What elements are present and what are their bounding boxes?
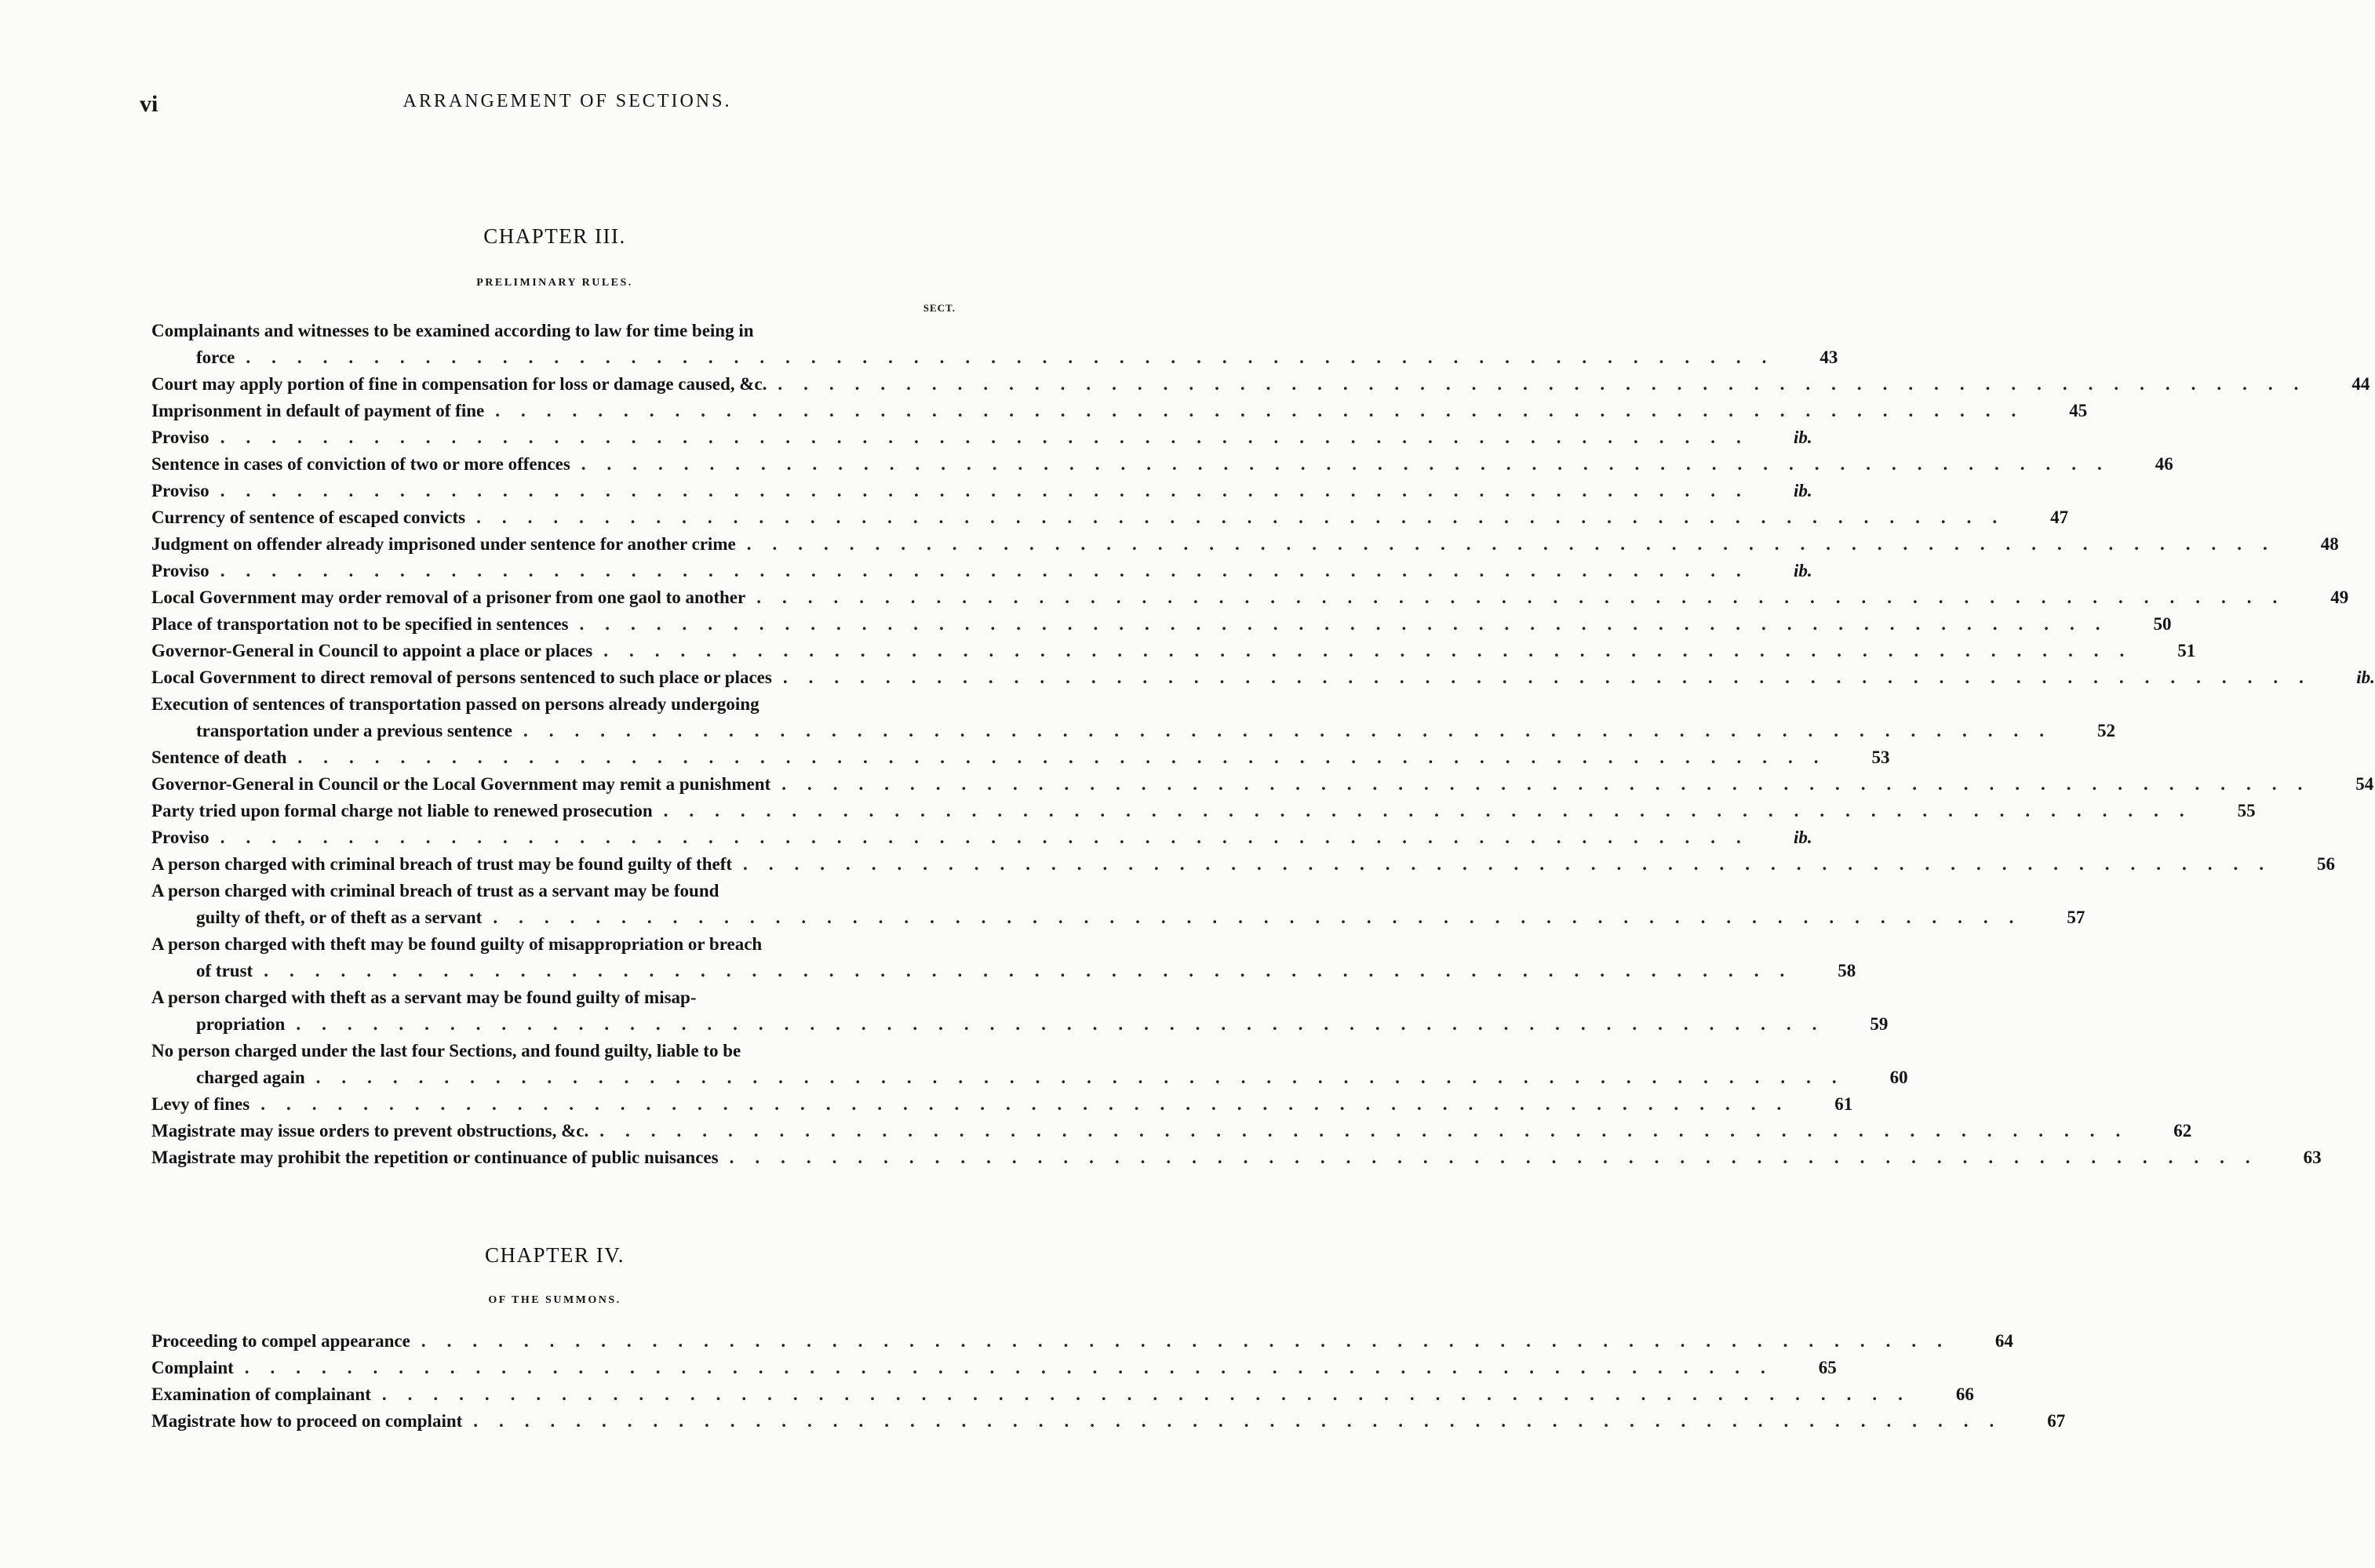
toc-entry-continuation xyxy=(151,958,1856,984)
toc-entry-text: Governor-General in Council or the Local Government may remit a punishment xyxy=(151,774,771,794)
dot-leader: ............................................................ xyxy=(260,1094,1803,1114)
section-number: ib. xyxy=(1794,481,1812,500)
section-number: 44 xyxy=(2351,374,2370,394)
sect-column-label: SECT. xyxy=(923,302,956,314)
section-number: 62 xyxy=(2173,1121,2192,1141)
toc-entry-line xyxy=(151,851,2336,878)
toc-entry-line xyxy=(151,878,952,904)
section-number: 60 xyxy=(1889,1068,1908,1087)
dot-leader: ............................................................ xyxy=(220,828,1762,847)
toc-entry-text: No person charged under the last four Sections, and found guilty, liable to be xyxy=(151,1041,741,1060)
toc-entry-text: Local Government to direct removal of persons sentenced to such place or places xyxy=(151,668,772,687)
toc-entry xyxy=(151,558,1812,584)
toc-entry-continuation xyxy=(151,1064,1908,1091)
chapter-4-entries xyxy=(151,1328,2066,1435)
toc-entry xyxy=(151,771,2374,798)
toc-entry-text: guilty of theft, or of theft as a servant xyxy=(196,908,483,927)
dot-leader: ............................................................ xyxy=(581,454,2123,474)
toc-entry xyxy=(151,878,2085,931)
toc-entry-line xyxy=(151,1144,2322,1171)
toc-entry-text: Proviso xyxy=(151,481,209,500)
toc-entry-text: Complainants and witnesses to be examined according to law for time being in xyxy=(151,321,754,340)
toc-entry-text: Court may apply portion of fine in compensation for loss or damage caused, &c. xyxy=(151,374,767,394)
toc-entry-line xyxy=(151,504,2069,531)
toc-entry-line xyxy=(151,638,2196,664)
section-number: 48 xyxy=(2320,534,2339,554)
toc-entry-text: Proviso xyxy=(151,561,209,580)
section-number: 47 xyxy=(2050,508,2069,527)
toc-entry-line xyxy=(151,611,2172,638)
toc-entry-line xyxy=(151,424,1812,451)
dot-leader: ............................................................ xyxy=(246,347,1788,367)
toc-entry xyxy=(151,1038,1908,1091)
dot-leader: ............................................................ xyxy=(782,668,2325,687)
toc-entry-line xyxy=(151,398,2088,424)
toc-entry-text: transportation under a previous sentence xyxy=(196,721,512,740)
dot-leader: ............................................................ xyxy=(264,961,1806,980)
toc-entry-text: Examination of complainant xyxy=(151,1384,371,1404)
toc-entry-line xyxy=(151,451,2173,478)
toc-entry xyxy=(151,318,1838,371)
chapter-4-title: CHAPTER IV. xyxy=(484,1243,625,1267)
section-number: ib. xyxy=(1794,427,1812,447)
toc-entry-line xyxy=(151,531,2339,558)
chapter-3-subtitle: PRELIMINARY RULES. xyxy=(476,277,633,289)
dot-leader: ............................................................ xyxy=(493,908,2035,927)
section-number: 53 xyxy=(1871,748,1890,767)
toc-entry xyxy=(151,584,2349,611)
toc-entry-line xyxy=(151,744,1890,771)
section-number: 61 xyxy=(1834,1094,1853,1114)
section-number: 43 xyxy=(1819,347,1838,367)
dot-leader: ............................................................ xyxy=(476,508,2019,527)
toc-entry-continuation xyxy=(151,1011,1889,1038)
toc-entry xyxy=(151,398,2088,424)
dot-leader: ............................................................ xyxy=(729,1148,2271,1167)
toc-entry-text: propriation xyxy=(196,1014,286,1034)
toc-entry xyxy=(151,504,2069,531)
toc-entry-continuation xyxy=(151,904,2085,931)
toc-entry xyxy=(151,1118,2192,1144)
section-number: 54 xyxy=(2355,774,2374,794)
toc-entry xyxy=(151,984,1889,1038)
dot-leader: ............................................................ xyxy=(421,1331,1963,1351)
toc-entry-line xyxy=(151,931,952,958)
section-number: 63 xyxy=(2303,1148,2322,1167)
toc-entry-line xyxy=(151,664,2375,691)
page-number: vi xyxy=(140,91,158,117)
toc-entry-line xyxy=(151,1328,2013,1355)
dot-leader: ............................................................ xyxy=(756,588,2299,607)
toc-entry xyxy=(151,1144,2322,1171)
dot-leader: ............................................................ xyxy=(220,561,1762,580)
dot-leader: ............................................................ xyxy=(778,374,2320,394)
section-number: 45 xyxy=(2069,401,2088,420)
toc-entry-text: Imprisonment in default of payment of fine xyxy=(151,401,485,420)
toc-entry xyxy=(151,691,2115,744)
toc-entry-line xyxy=(151,1038,952,1064)
dot-leader: ............................................................ xyxy=(220,481,1762,500)
running-head: ARRANGEMENT OF SECTIONS. xyxy=(403,91,732,111)
section-number: 49 xyxy=(2330,588,2349,607)
toc-entry xyxy=(151,1328,2013,1355)
section-number: ib. xyxy=(1794,828,1812,847)
toc-entry-line xyxy=(151,984,952,1011)
toc-entry-text: of trust xyxy=(196,961,253,980)
toc-entry xyxy=(151,1091,1853,1118)
toc-entry xyxy=(151,371,2370,398)
toc-entry xyxy=(151,531,2339,558)
toc-entry-text: charged again xyxy=(196,1068,305,1087)
section-number: 66 xyxy=(1955,1384,1974,1404)
toc-entry-text: Proviso xyxy=(151,427,209,447)
toc-entry xyxy=(151,638,2196,664)
toc-entry-line xyxy=(151,1091,1853,1118)
toc-entry-text: Sentence in cases of conviction of two or more offences xyxy=(151,454,570,474)
toc-entry-line xyxy=(151,1381,1974,1408)
toc-entry-line xyxy=(151,1355,1837,1381)
toc-entry-text: Magistrate may issue orders to prevent obstructions, &c. xyxy=(151,1121,589,1141)
dot-leader: ............................................................ xyxy=(381,1384,1924,1404)
dot-leader: ............................................................ xyxy=(473,1411,2016,1431)
dot-leader: ............................................................ xyxy=(296,1014,1838,1034)
dot-leader: ............................................................ xyxy=(743,854,2286,874)
toc-entry-continuation xyxy=(151,344,1838,371)
toc-entry-text: force xyxy=(196,347,235,367)
chapter-3-entries xyxy=(151,318,2375,1171)
toc-entry-line xyxy=(151,771,2374,798)
toc-entry-text: Proviso xyxy=(151,828,209,847)
toc-entry xyxy=(151,824,1812,851)
section-number: 50 xyxy=(2153,614,2172,634)
section-number: 52 xyxy=(2096,721,2115,740)
toc-entry-line xyxy=(151,798,2256,824)
toc-entry xyxy=(151,1355,1837,1381)
toc-entry-continuation xyxy=(151,718,2115,744)
toc-entry-line xyxy=(151,691,952,718)
section-number: 64 xyxy=(1994,1331,2013,1351)
toc-entry xyxy=(151,478,1812,504)
toc-entry xyxy=(151,744,1890,771)
toc-entry-text: A person charged with theft as a servant may be found guilty of misap- xyxy=(151,988,697,1007)
dot-leader: ............................................................ xyxy=(523,721,2065,740)
chapter-3-title: CHAPTER III. xyxy=(483,224,626,248)
toc-entry-text: Execution of sentences of transportation passed on persons already undergoing xyxy=(151,694,759,714)
section-number: ib. xyxy=(2356,668,2375,687)
toc-entry-text: A person charged with criminal breach of trust may be found guilty of theft xyxy=(151,854,733,874)
toc-entry-text: Local Government may order removal of a prisoner from one gaol to another xyxy=(151,588,746,607)
toc-entry-line xyxy=(151,371,2370,398)
toc-entry xyxy=(151,611,2172,638)
toc-entry-line xyxy=(151,824,1812,851)
page-header xyxy=(140,91,963,122)
toc-entry-text: Sentence of death xyxy=(151,748,287,767)
dot-leader: ............................................................ xyxy=(495,401,2038,420)
toc-entry xyxy=(151,851,2336,878)
dot-leader: ............................................................ xyxy=(663,801,2206,820)
dot-leader: ............................................................ xyxy=(220,427,1762,447)
toc-entry-text: Governor-General in Council to appoint a place or places xyxy=(151,641,593,660)
toc-entry-line xyxy=(151,1118,2192,1144)
toc-entry xyxy=(151,451,2173,478)
dot-leader: ............................................................ xyxy=(781,774,2324,794)
section-number: 59 xyxy=(1870,1014,1889,1034)
toc-entry-line xyxy=(151,1408,2066,1435)
toc-entry-text: Judgment on offender already imprisoned under sentence for another crime xyxy=(151,534,736,554)
dot-leader: ............................................................ xyxy=(579,614,2122,634)
toc-entry xyxy=(151,798,2256,824)
section-number: 65 xyxy=(1818,1358,1837,1377)
toc-entry-line xyxy=(151,558,1812,584)
toc-entry-line xyxy=(151,318,952,344)
dot-leader: ............................................................ xyxy=(599,1121,2142,1141)
toc-entry-text: Levy of fines xyxy=(151,1094,250,1114)
toc-entry-line xyxy=(151,584,2349,611)
toc-entry xyxy=(151,664,2375,691)
dot-leader: ............................................................ xyxy=(244,1358,1787,1377)
toc-entry-text: Party tried upon formal charge not liable to renewed prosecution xyxy=(151,801,653,820)
section-number: 57 xyxy=(2067,908,2085,927)
toc-entry-text: A person charged with theft may be found guilty of misappropriation or breach xyxy=(151,934,763,954)
chapter-4-subtitle: OF THE SUMMONS. xyxy=(488,1294,621,1306)
toc-entry xyxy=(151,931,1856,984)
dot-leader: ............................................................ xyxy=(315,1068,1858,1087)
section-number: 56 xyxy=(2317,854,2336,874)
toc-entry-text: A person charged with criminal breach of trust as a servant may be found xyxy=(151,881,719,900)
section-number: 67 xyxy=(2047,1411,2066,1431)
section-number: 58 xyxy=(1838,961,1856,980)
section-number: 51 xyxy=(2177,641,2196,660)
toc-entry xyxy=(151,1381,1974,1408)
toc-entry-text: Currency of sentence of escaped convicts xyxy=(151,508,466,527)
toc-entry-text: Place of transportation not to be specified in sentences xyxy=(151,614,569,634)
toc-entry xyxy=(151,424,1812,451)
dot-leader: ............................................................ xyxy=(603,641,2146,660)
section-number: 46 xyxy=(2155,454,2173,474)
section-number: 55 xyxy=(2237,801,2256,820)
dot-leader: ............................................................ xyxy=(297,748,1840,767)
toc-entry xyxy=(151,1408,2066,1435)
dot-leader: ............................................................ xyxy=(746,534,2289,554)
toc-entry-text: Complaint xyxy=(151,1358,234,1377)
toc-entry-text: Proceeding to compel appearance xyxy=(151,1331,410,1351)
toc-entry-text: Magistrate how to proceed on complaint xyxy=(151,1411,463,1431)
toc-entry-text: Magistrate may prohibit the repetition or continuance of public nuisances xyxy=(151,1148,719,1167)
section-number: ib. xyxy=(1794,561,1812,580)
toc-entry-line xyxy=(151,478,1812,504)
